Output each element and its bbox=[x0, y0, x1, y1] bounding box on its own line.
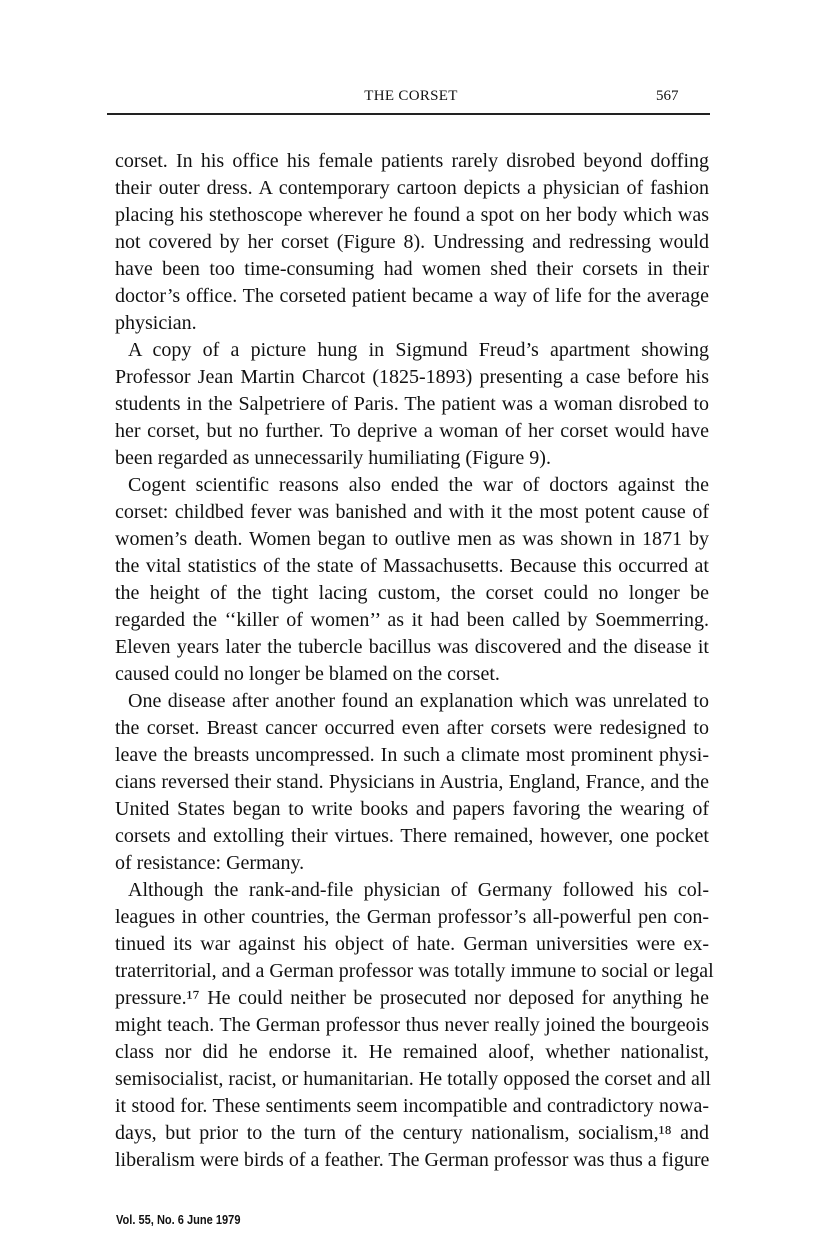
text-line: corsets and extolling their virtues. There remained, however, one pocket bbox=[115, 825, 709, 847]
text-line: might teach. The German professor thus never really joined the bourgeois bbox=[115, 1014, 709, 1036]
paragraph bbox=[115, 877, 714, 1174]
text-line: of resistance: Germany. bbox=[115, 852, 305, 874]
text-line: the corset. Breast cancer occurred even after corsets were redesigned to bbox=[115, 717, 709, 739]
text-line: class nor did he endorse it. He remained aloof, whether nationalist, bbox=[115, 1041, 709, 1063]
text-line: her corset, but no further. To deprive a woman of her corset would have bbox=[115, 420, 709, 442]
text-line: leagues in other countries, the German professor’s all-powerful pen con- bbox=[115, 906, 709, 928]
text-line: students in the Salpetriere of Paris. The patient was a woman disrobed to bbox=[115, 393, 709, 415]
page-number: 567 bbox=[656, 88, 679, 104]
text-line: have been too time-consuming had women shed their corsets in their bbox=[115, 258, 709, 280]
text-line: tinued its war against his object of hate. German universities were ex- bbox=[115, 933, 709, 955]
text-line: corset: childbed fever was banished and with it the most potent cause of bbox=[115, 501, 709, 523]
text-line: liberalism were birds of a feather. The German professor was thus a figure bbox=[115, 1149, 710, 1171]
header-rule bbox=[107, 113, 710, 115]
text-line: traterritorial, and a German professor was totally immune to social or legal bbox=[115, 960, 714, 982]
body-text bbox=[115, 148, 714, 1174]
footer-citation: Vol. 55, No. 6 June 1979 bbox=[116, 1212, 241, 1227]
text-line: Eleven years later the tubercle bacillus was discovered and the disease it bbox=[115, 636, 709, 658]
text-line: One disease after another found an explanation which was unrelated to bbox=[128, 690, 709, 712]
text-line: cians reversed their stand. Physicians in Austria, England, France, and the bbox=[115, 771, 709, 793]
text-line: the vital statistics of the state of Massachusetts. Because this occurred at bbox=[115, 555, 709, 577]
text-line: regarded the ‘‘killer of women’’ as it had been called by Soemmerring. bbox=[115, 609, 709, 631]
paragraph bbox=[115, 688, 709, 877]
paragraph bbox=[115, 472, 709, 688]
text-line: their outer dress. A contemporary cartoon depicts a physician of fashion bbox=[115, 177, 709, 199]
text-line: pressure.¹⁷ He could neither be prosecuted nor deposed for anything he bbox=[115, 987, 709, 1009]
text-line: corset. In his office his female patients rarely disrobed beyond doffing bbox=[115, 150, 709, 172]
text-line: physician. bbox=[115, 312, 197, 334]
text-line: doctor’s office. The corseted patient became a way of life for the average bbox=[115, 285, 709, 307]
text-line: the height of the tight lacing custom, the corset could no longer be bbox=[115, 582, 709, 604]
text-line: leave the breasts uncompressed. In such a climate most prominent physi- bbox=[115, 744, 709, 766]
text-line: days, but prior to the turn of the century nationalism, socialism,¹⁸ and bbox=[115, 1122, 709, 1144]
text-line: Cogent scientific reasons also ended the war of doctors against the bbox=[128, 474, 709, 496]
paragraph bbox=[115, 148, 709, 337]
text-line: women’s death. Women began to outlive men as was shown in 1871 by bbox=[115, 528, 709, 550]
text-line: placing his stethoscope wherever he found a spot on her body which was bbox=[115, 204, 709, 226]
paragraph bbox=[115, 337, 709, 472]
text-line: Although the rank-and-file physician of Germany followed his col- bbox=[128, 879, 709, 901]
text-line: it stood for. These sentiments seem incompatible and contradictory nowa- bbox=[115, 1095, 709, 1117]
text-line: United States began to write books and papers favoring the wearing of bbox=[115, 798, 709, 820]
text-line: semisocialist, racist, or humanitarian. He totally opposed the corset and all bbox=[115, 1068, 711, 1090]
text-line: A copy of a picture hung in Sigmund Freud’s apartment showing bbox=[128, 339, 709, 361]
text-line: not covered by her corset (Figure 8). Undressing and redressing would bbox=[115, 231, 709, 253]
text-line: caused could no longer be blamed on the corset. bbox=[115, 663, 500, 685]
text-line: Professor Jean Martin Charcot (1825-1893) presenting a case before his bbox=[115, 366, 709, 388]
running-head-title: THE CORSET bbox=[364, 88, 458, 104]
text-line: been regarded as unnecessarily humiliating (Figure 9). bbox=[115, 447, 551, 469]
